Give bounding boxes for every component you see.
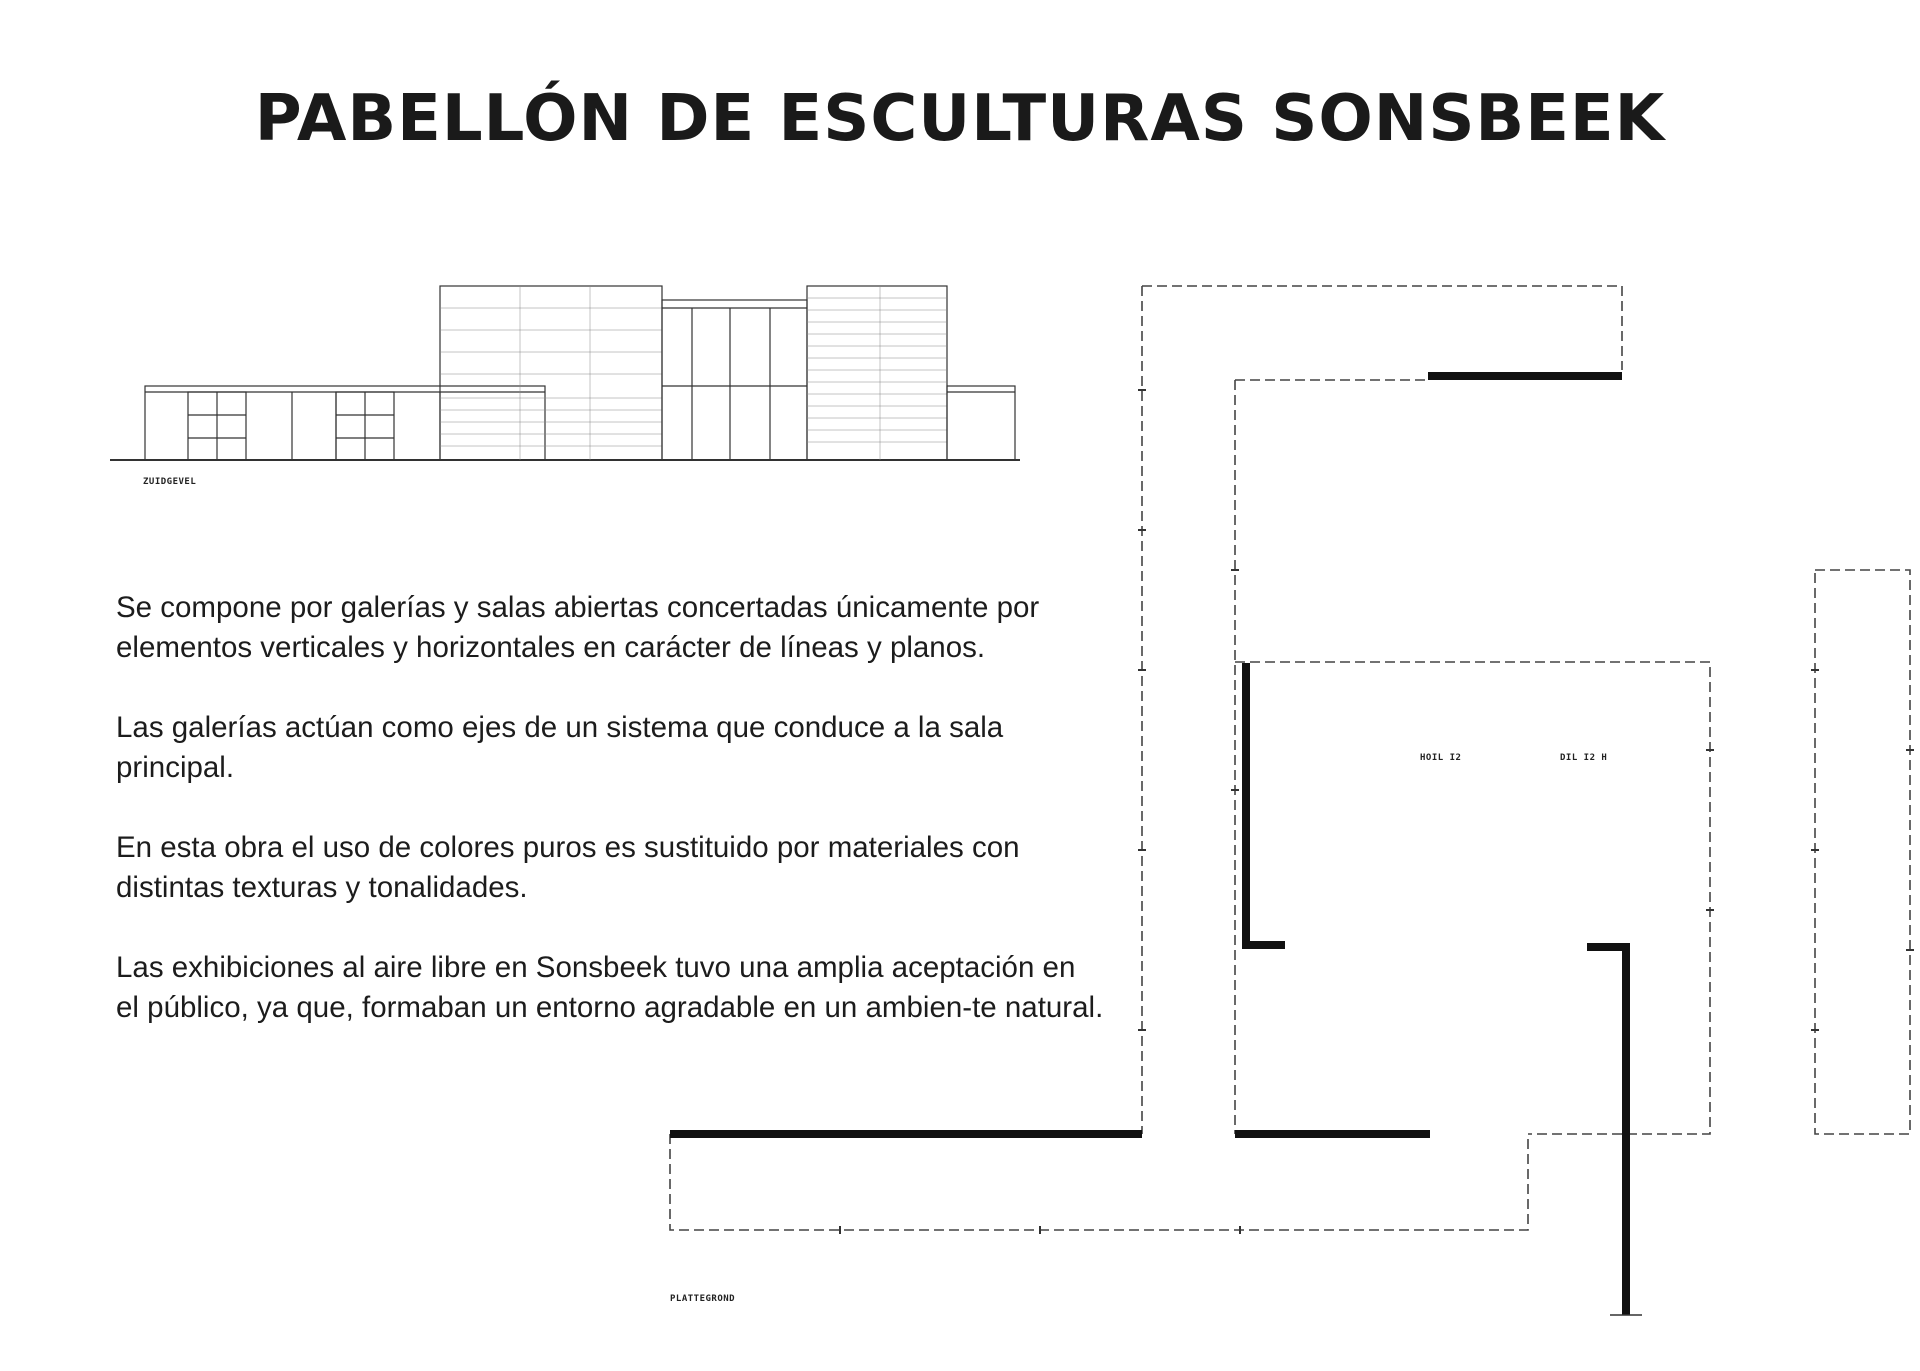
paragraph: En esta obra el uso de colores puros es sustituido por materiales con distintas texturas y tonalidades. xyxy=(116,831,1020,904)
elevation-label: ZUIDGEVEL xyxy=(143,477,197,487)
plan-room-label-left: HOIL I2 xyxy=(1420,753,1462,763)
page-title: PABELLÓN DE ESCULTURAS SONSBEEK xyxy=(254,82,1666,156)
plan-label: PLATTEGROND xyxy=(670,1294,736,1304)
plan-room-label-right: DIL I2 H xyxy=(1560,753,1608,763)
paragraph: Se compone por galerías y salas abiertas concertadas únicamente por elementos verticales y horizontales en carácter de líneas y planos. xyxy=(116,591,1040,664)
description-text xyxy=(116,588,1106,1068)
paragraph: Las galerías actúan como ejes de un sistema que conduce a la sala principal. xyxy=(116,711,1004,784)
paragraph: Las exhibiciones al aire libre en Sonsbeek tuvo una amplia aceptación en el público, ya que, formaban un entorno agradable en un ambien-te natural. xyxy=(116,951,1104,1024)
